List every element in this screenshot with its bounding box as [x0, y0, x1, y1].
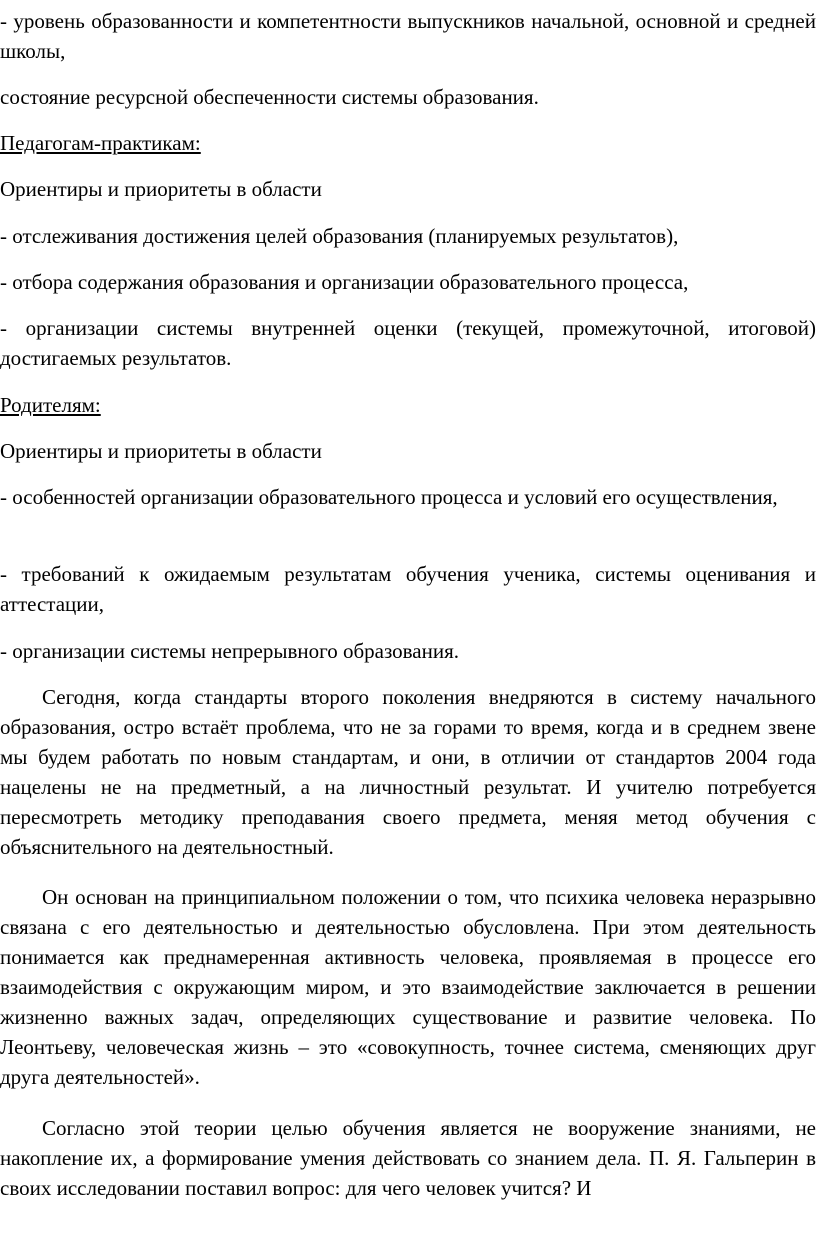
heading-teachers-text: Педагогам-практикам: — [0, 131, 201, 155]
list-item-internal-assessment: - организации системы внутренней оценки (текущей, промежуточной, итоговой) достигаемых результатов. — [0, 316, 816, 370]
list-item-tracking-goals: - отслеживания достижения целей образования (планируемых результатов), — [0, 224, 679, 248]
paragraph-graduates-level: - уровень образованности и компетентности выпускников начальной, основной и средней школы, — [0, 9, 816, 63]
list-item-result-requirements: - требований к ожидаемым результатам обучения ученика, системы оценивания и аттестации, — [0, 562, 816, 616]
paragraph-learning-goal: Согласно этой теории целью обучения является не вооружение знаниями, не накопление их, а формирование умения действовать со знанием дела. П. Я. Гальперин в своих исследовании поставил вопрос: для чего человек учится? И — [0, 1116, 816, 1200]
paragraph-activity-theory: Он основан на принципиальном положении о том, что психика человека неразрывно связана с его деятельностью и деятельностью обусловлена. При этом деятельность понимается как преднамеренная активность человека, проявляемая в процессе его взаимодействия с окружающим миром, и это взаимодействие заключается в решении жизненно важных задач, определяющих существование и развитие человека. По Леонтьеву, человеческая жизнь – это «совокупность, точнее система, сменяющих друг друга деятельностей». — [0, 885, 816, 1089]
paragraph-resource-state: состояние ресурсной обеспеченности системы образования. — [0, 85, 539, 109]
paragraph-parents-intro: Ориентиры и приоритеты в области — [0, 439, 322, 463]
list-item-content-selection: - отбора содержания образования и организации образовательного процесса, — [0, 270, 689, 294]
list-item-process-features: - особенностей организации образовательного процесса и условий его осуществления, — [0, 485, 778, 509]
heading-parents-text: Родителям: — [0, 393, 101, 417]
list-item-continuous-education: - организации системы непрерывного образования. — [0, 639, 460, 663]
paragraph-teachers-intro: Ориентиры и приоритеты в области — [0, 177, 322, 201]
heading-teachers — [0, 128, 816, 158]
heading-parents — [0, 390, 816, 420]
paragraph-standards: Сегодня, когда стандарты второго поколения внедряются в систему начального образования, остро встаёт проблема, что не за горами то время, когда и в среднем звене мы будем работать по новым стандартам, и они, в отличии от стандартов 2004 года нацелены не на предметный, а на личностный результат. И учителю потребуется пересмотреть методику преподавания своего предмета, меняя метод обучения с объяснительного на деятельностный. — [0, 685, 816, 859]
